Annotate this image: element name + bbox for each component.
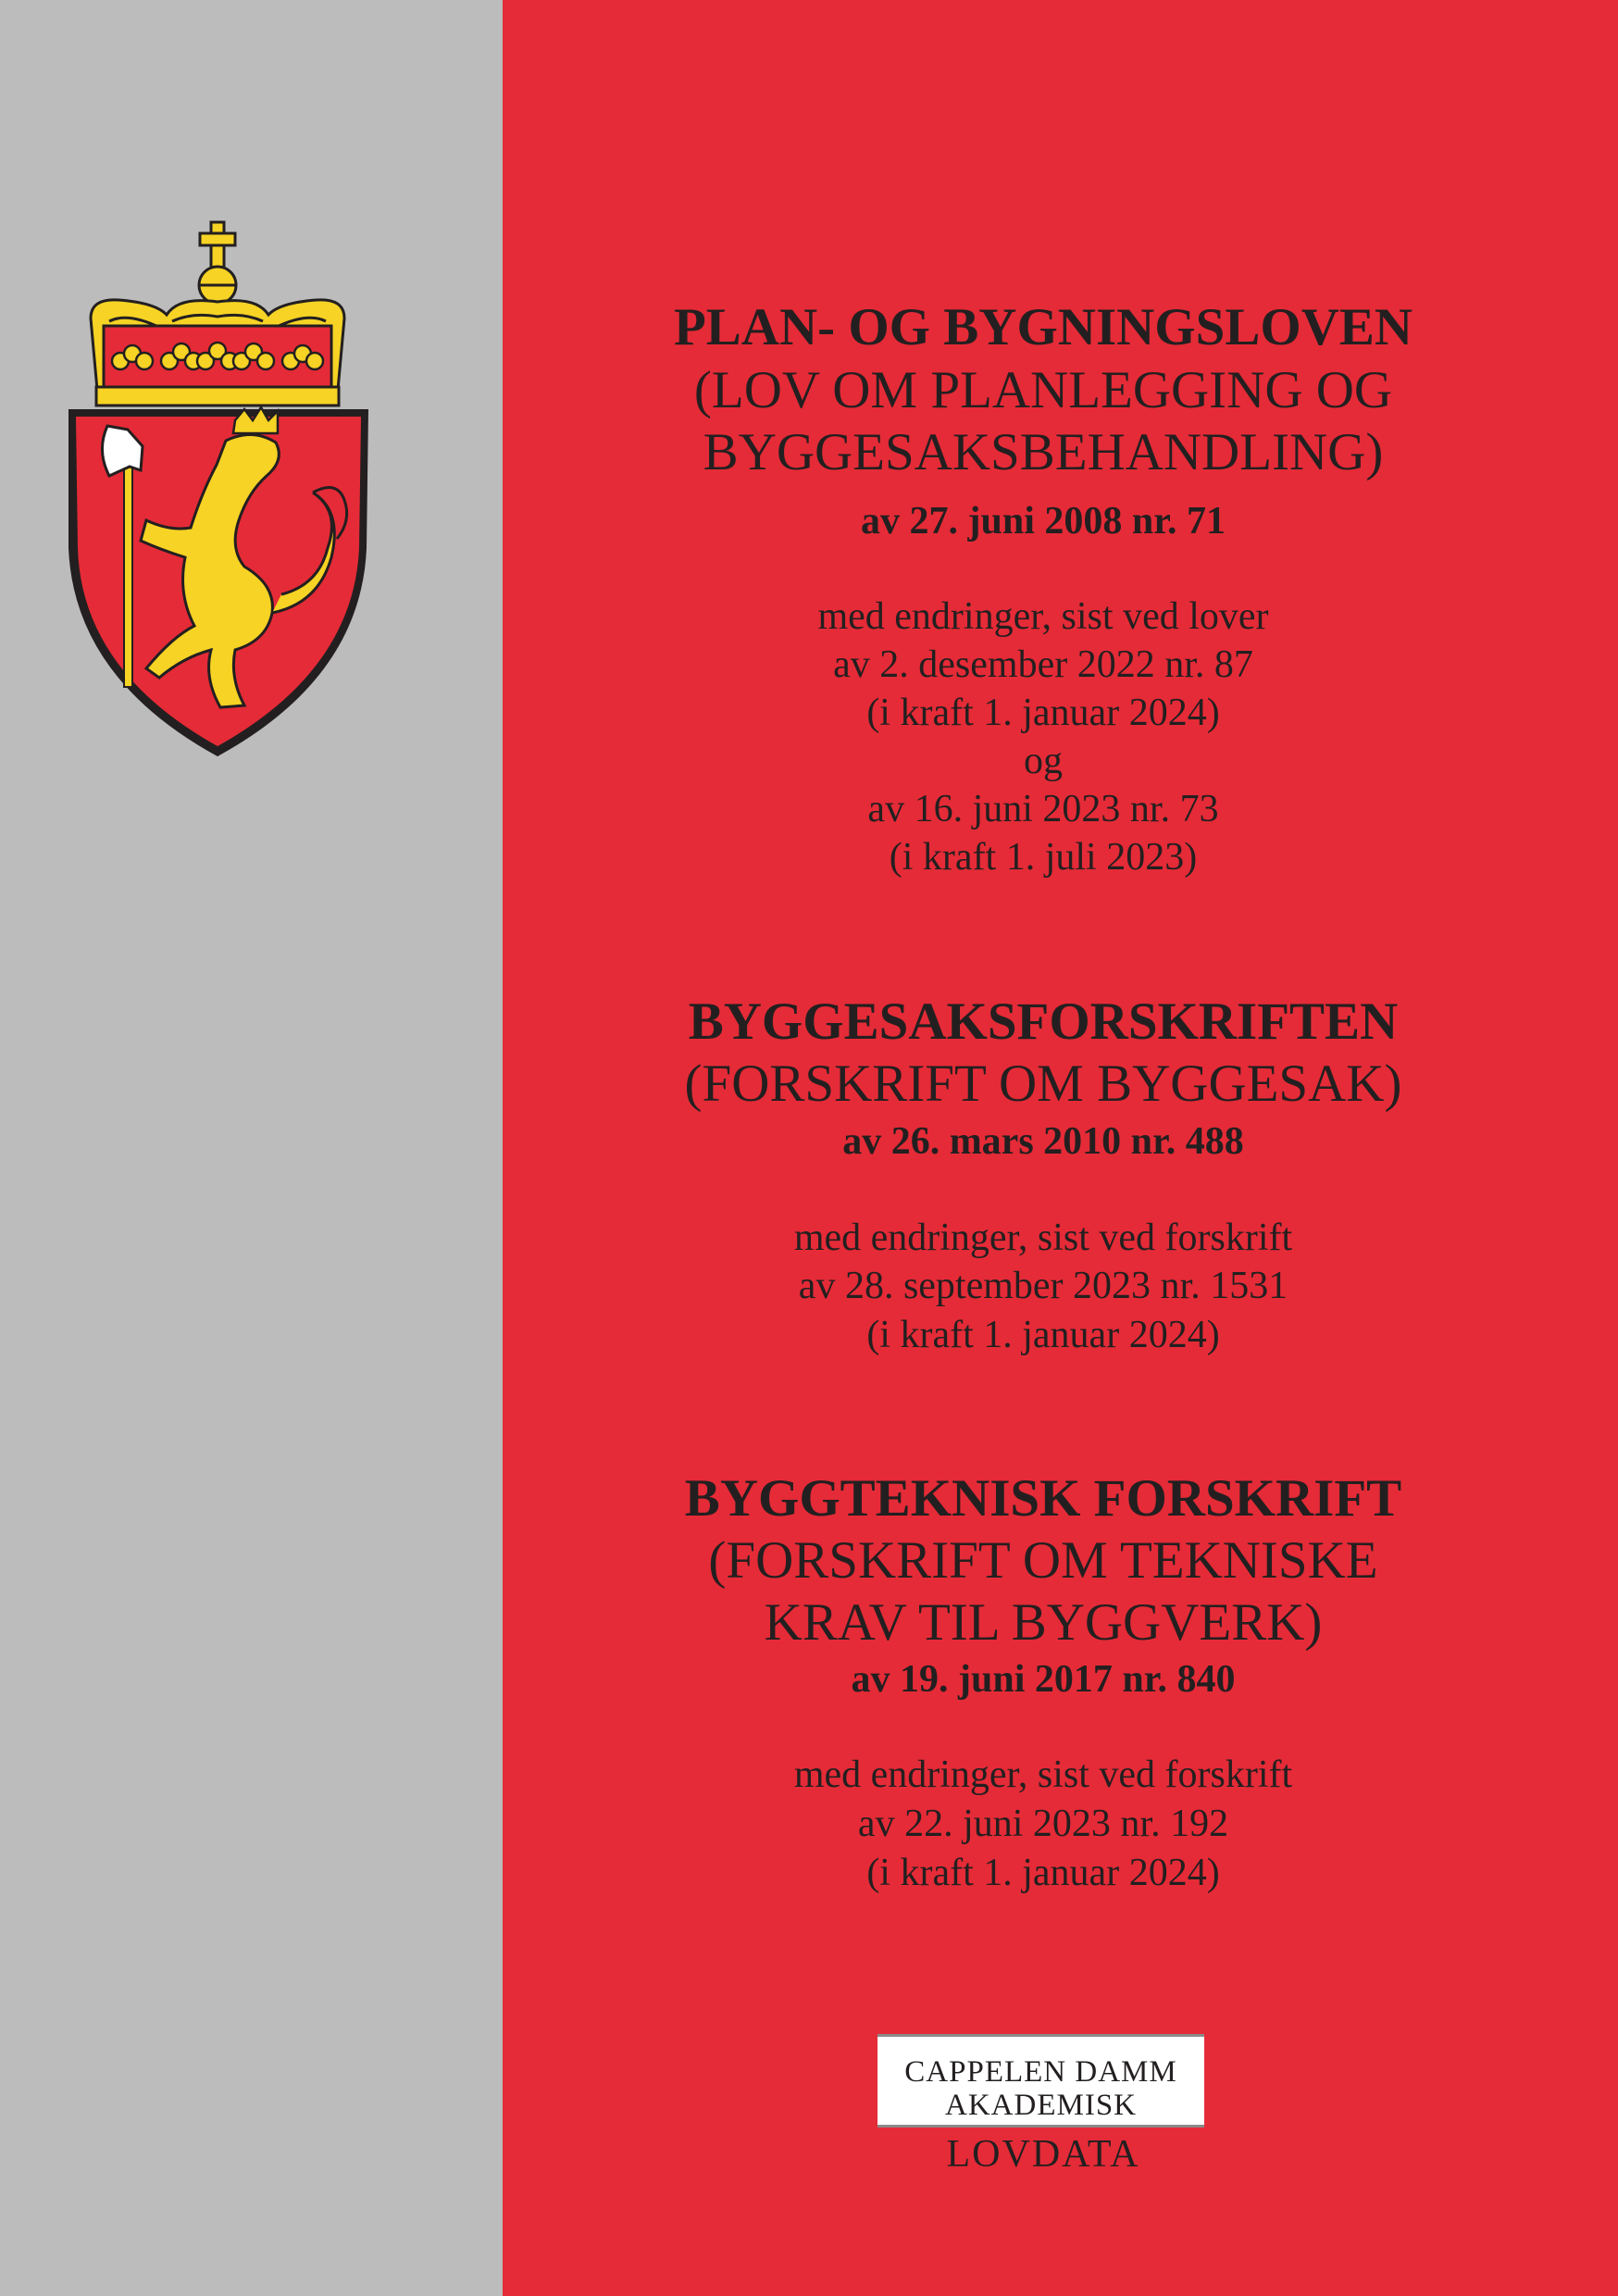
section-1-subtitle-2: BYGGESAKSBEHANDLING) xyxy=(703,423,1384,481)
section-1-note-3: (i kraft 1. januar 2024) xyxy=(866,692,1220,734)
section-1-note-5: av 16. juni 2023 nr. 73 xyxy=(867,788,1219,830)
section-1-title: PLAN- OG BYGNINGSLOVEN xyxy=(673,298,1413,356)
section-1-note-4: og xyxy=(1024,740,1063,782)
section-2-date: av 26. mars 2010 nr. 488 xyxy=(842,1120,1244,1163)
section-1-subtitle-1: (LOV OM PLANLEGGING OG xyxy=(693,361,1393,419)
section-3-note-1: med endringer, sist ved forskrift xyxy=(793,1753,1293,1796)
section-2-note-1: med endringer, sist ved forskrift xyxy=(793,1217,1293,1259)
section-2-note-2: av 28. september 2023 nr. 1531 xyxy=(798,1265,1288,1307)
publisher-name-line-1: CAPPELEN DAMM xyxy=(904,2055,1177,2089)
section-3-subtitle-2: KRAV TIL BYGGVERK) xyxy=(764,1593,1323,1652)
section-1-note-1: med endringer, sist ved lover xyxy=(817,595,1269,638)
norwegian-coat-of-arms-icon xyxy=(63,215,376,761)
section-1-note-2: av 2. desember 2022 nr. 87 xyxy=(833,643,1253,686)
section-2-note-3: (i kraft 1. januar 2024) xyxy=(866,1314,1220,1356)
section-3-title: BYGGTEKNISK FORSKRIFT xyxy=(684,1469,1402,1528)
section-3-date: av 19. juni 2017 nr. 840 xyxy=(851,1658,1236,1701)
section-1-note-6: (i kraft 1. juli 2023) xyxy=(889,836,1198,879)
section-3-subtitle-1: (FORSKRIFT OM TEKNISKE xyxy=(708,1531,1378,1590)
section-3-note-2: av 22. juni 2023 nr. 192 xyxy=(857,1803,1229,1845)
section-2-title: BYGGESAKSFORSKRIFTEN xyxy=(688,992,1399,1051)
section-2-subtitle-1: (FORSKRIFT OM BYGGESAK) xyxy=(684,1054,1402,1113)
section-3-note-3: (i kraft 1. januar 2024) xyxy=(866,1852,1220,1894)
cover-text-panel xyxy=(503,0,1618,2296)
section-1-date: av 27. juni 2008 nr. 71 xyxy=(860,500,1226,543)
publisher-name-line-2: AKADEMISK xyxy=(945,2089,1137,2122)
imprint-lovdata: LOVDATA xyxy=(946,2133,1140,2176)
publisher-logo xyxy=(877,2034,1204,2128)
